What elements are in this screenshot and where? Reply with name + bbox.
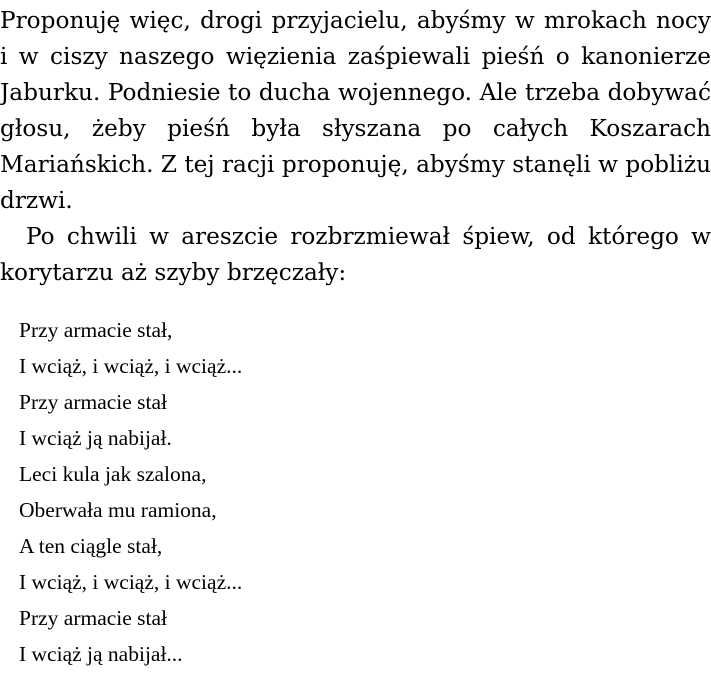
verse-line: Leci kula jak szalona, (19, 462, 207, 486)
verse-line: I wciąż ją nabijał... (19, 642, 183, 666)
verse-line: I wciąż, i wciąż, i wciąż... (19, 570, 243, 594)
verse-line: I wciąż ją nabijał. (19, 426, 172, 450)
verse-line: Przy armacie stał, (19, 318, 173, 342)
prose-text (0, 3, 711, 291)
verse-line: Przy armacie stał (19, 606, 168, 630)
song-verse (19, 312, 242, 672)
verse-line: Oberwała mu ramiona, (19, 498, 217, 522)
verse-line: A ten ciągle stał, (19, 534, 163, 558)
paragraph-proposal: Proponuję więc, drogi przyjacielu, abyśmy w mrokach nocy i w ciszy naszego więzienia zaśpiewali pieśń o kanonierze Jaburku. Podniesie to ducha wojennego. Ale trzeba dobywać głosu, żeby pieśń była słyszana po całych Koszarach Mariańskich. Z tej racji proponuję, abyśmy stanęli w pobliżu drzwi. (0, 7, 711, 214)
verse-line: Przy armacie stał (19, 390, 168, 414)
paragraph-singing: Po chwili w areszcie rozbrzmiewał śpiew, od którego w korytarzu aż szyby brzęczały: (0, 223, 711, 286)
verse-line: I wciąż, i wciąż, i wciąż... (19, 354, 243, 378)
